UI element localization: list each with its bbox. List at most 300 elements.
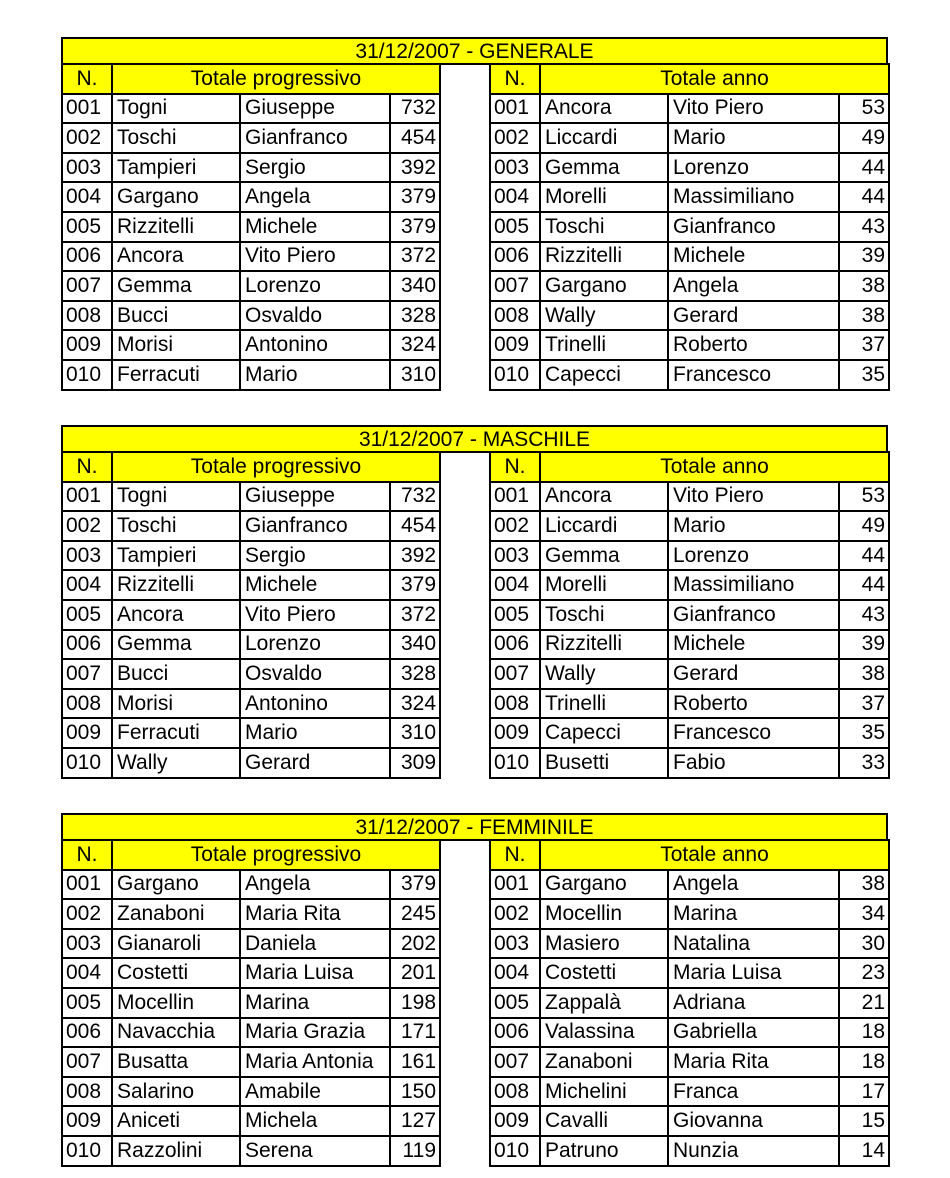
surname-cell: Aniceti (112, 1106, 240, 1136)
first-name-cell: Nunzia (668, 1136, 839, 1166)
header-label: Totale progressivo (112, 840, 440, 870)
first-name-cell: Marina (668, 899, 839, 929)
first-name-cell: Gerard (240, 748, 390, 778)
score-cell: 18 (839, 1047, 889, 1077)
first-name-cell: Vito Piero (240, 242, 390, 272)
table-header-row (62, 452, 440, 482)
first-name-cell: Michela (240, 1106, 390, 1136)
table-header-row (490, 452, 889, 482)
section-title: 31/12/2007 - MASCHILE (61, 425, 888, 453)
first-name-cell: Michele (668, 630, 839, 660)
surname-cell: Zanaboni (112, 899, 240, 929)
first-name-cell: Mario (668, 511, 839, 541)
rank-cell: 005 (62, 988, 112, 1018)
header-label: Totale anno (540, 64, 889, 94)
score-cell: 454 (390, 123, 440, 153)
score-cell: 35 (839, 360, 889, 390)
score-cell: 310 (390, 360, 440, 390)
score-cell: 245 (390, 899, 440, 929)
rank-cell: 009 (62, 330, 112, 360)
table-row (490, 301, 889, 331)
first-name-cell: Mario (240, 718, 390, 748)
table-row (490, 123, 889, 153)
table-row (62, 748, 440, 778)
surname-cell: Tampieri (112, 541, 240, 571)
surname-cell: Gianaroli (112, 929, 240, 959)
score-cell: 49 (839, 123, 889, 153)
surname-cell: Busatta (112, 1047, 240, 1077)
rank-cell: 009 (62, 1106, 112, 1136)
table-row (62, 212, 440, 242)
score-cell: 37 (839, 689, 889, 719)
table-row (62, 1047, 440, 1077)
table-row (62, 301, 440, 331)
surname-cell: Ancora (112, 242, 240, 272)
rank-cell: 009 (490, 718, 540, 748)
first-name-cell: Marina (240, 988, 390, 1018)
surname-cell: Ferracuti (112, 360, 240, 390)
table-row (490, 1047, 889, 1077)
rank-cell: 002 (62, 123, 112, 153)
score-cell: 392 (390, 541, 440, 571)
header-n: N. (62, 452, 112, 482)
surname-cell: Trinelli (540, 689, 668, 719)
score-cell: 379 (390, 870, 440, 900)
rank-cell: 005 (490, 600, 540, 630)
rank-cell: 002 (62, 899, 112, 929)
score-cell: 14 (839, 1136, 889, 1166)
surname-cell: Trinelli (540, 330, 668, 360)
first-name-cell: Angela (240, 870, 390, 900)
score-cell: 33 (839, 748, 889, 778)
rank-cell: 005 (490, 212, 540, 242)
score-cell: 732 (390, 94, 440, 124)
first-name-cell: Gabriella (668, 1018, 839, 1048)
surname-cell: Salarino (112, 1077, 240, 1107)
surname-cell: Liccardi (540, 511, 668, 541)
table-row (490, 718, 889, 748)
first-name-cell: Giovanna (668, 1106, 839, 1136)
score-cell: 732 (390, 482, 440, 512)
score-cell: 44 (839, 570, 889, 600)
first-name-cell: Massimiliano (668, 182, 839, 212)
first-name-cell: Antonino (240, 330, 390, 360)
surname-cell: Gargano (540, 271, 668, 301)
table-row (490, 330, 889, 360)
surname-cell: Gemma (540, 153, 668, 183)
score-cell: 161 (390, 1047, 440, 1077)
table-row (490, 630, 889, 660)
first-name-cell: Lorenzo (240, 630, 390, 660)
table-row (490, 242, 889, 272)
first-name-cell: Lorenzo (240, 271, 390, 301)
surname-cell: Wally (112, 748, 240, 778)
rank-cell: 007 (62, 1047, 112, 1077)
header-label: Totale anno (540, 840, 889, 870)
header-n: N. (490, 452, 540, 482)
table-row (62, 718, 440, 748)
score-cell: 15 (839, 1106, 889, 1136)
surname-cell: Patruno (540, 1136, 668, 1166)
rank-cell: 007 (490, 271, 540, 301)
table-row (62, 659, 440, 689)
table-row (490, 511, 889, 541)
score-cell: 328 (390, 301, 440, 331)
table-row (62, 1018, 440, 1048)
surname-cell: Ferracuti (112, 718, 240, 748)
surname-cell: Michelini (540, 1077, 668, 1107)
score-cell: 18 (839, 1018, 889, 1048)
surname-cell: Wally (540, 659, 668, 689)
rank-cell: 001 (62, 94, 112, 124)
surname-cell: Morelli (540, 182, 668, 212)
table-row (62, 330, 440, 360)
score-cell: 38 (839, 870, 889, 900)
table-row (490, 1106, 889, 1136)
score-cell: 379 (390, 570, 440, 600)
rank-cell: 006 (490, 242, 540, 272)
rank-cell: 003 (62, 153, 112, 183)
surname-cell: Togni (112, 482, 240, 512)
score-cell: 309 (390, 748, 440, 778)
table-row (62, 988, 440, 1018)
score-cell: 44 (839, 153, 889, 183)
table-row (490, 153, 889, 183)
first-name-cell: Maria Grazia (240, 1018, 390, 1048)
table-row (62, 182, 440, 212)
table-totale-anno (489, 451, 890, 779)
score-cell: 44 (839, 541, 889, 571)
rank-cell: 004 (62, 182, 112, 212)
table-row (62, 570, 440, 600)
rank-cell: 003 (490, 929, 540, 959)
surname-cell: Costetti (540, 958, 668, 988)
score-cell: 53 (839, 94, 889, 124)
surname-cell: Morisi (112, 330, 240, 360)
rank-cell: 004 (62, 570, 112, 600)
first-name-cell: Maria Rita (240, 899, 390, 929)
table-row (490, 570, 889, 600)
surname-cell: Razzolini (112, 1136, 240, 1166)
table-row (490, 182, 889, 212)
table-row (490, 360, 889, 390)
table-row (62, 1136, 440, 1166)
table-row (62, 482, 440, 512)
surname-cell: Bucci (112, 659, 240, 689)
table-row (490, 899, 889, 929)
first-name-cell: Fabio (668, 748, 839, 778)
surname-cell: Busetti (540, 748, 668, 778)
score-cell: 38 (839, 301, 889, 331)
table-row (62, 929, 440, 959)
surname-cell: Toschi (112, 123, 240, 153)
surname-cell: Zanaboni (540, 1047, 668, 1077)
rank-cell: 006 (62, 630, 112, 660)
surname-cell: Gargano (540, 870, 668, 900)
table-row (490, 94, 889, 124)
first-name-cell: Maria Luisa (240, 958, 390, 988)
score-cell: 38 (839, 271, 889, 301)
header-n: N. (62, 64, 112, 94)
score-cell: 23 (839, 958, 889, 988)
score-cell: 38 (839, 659, 889, 689)
table-row (490, 958, 889, 988)
header-label: Totale progressivo (112, 452, 440, 482)
table-row (62, 242, 440, 272)
first-name-cell: Adriana (668, 988, 839, 1018)
table-totale-progressivo (61, 451, 441, 779)
first-name-cell: Gianfranco (668, 600, 839, 630)
table-row (62, 630, 440, 660)
table-row (490, 1077, 889, 1107)
table-header-row (490, 64, 889, 94)
rank-cell: 002 (62, 511, 112, 541)
table-row (490, 482, 889, 512)
score-cell: 53 (839, 482, 889, 512)
surname-cell: Wally (540, 301, 668, 331)
score-cell: 454 (390, 511, 440, 541)
rank-cell: 001 (62, 870, 112, 900)
surname-cell: Togni (112, 94, 240, 124)
section-title: 31/12/2007 - FEMMINILE (61, 813, 888, 841)
surname-cell: Zappalà (540, 988, 668, 1018)
surname-cell: Cavalli (540, 1106, 668, 1136)
table-row (62, 541, 440, 571)
surname-cell: Toschi (540, 212, 668, 242)
first-name-cell: Vito Piero (668, 482, 839, 512)
rank-cell: 008 (62, 689, 112, 719)
rank-cell: 008 (62, 301, 112, 331)
table-totale-progressivo (61, 63, 441, 391)
rank-cell: 003 (62, 541, 112, 571)
rank-cell: 007 (62, 659, 112, 689)
first-name-cell: Francesco (668, 718, 839, 748)
score-cell: 43 (839, 212, 889, 242)
first-name-cell: Lorenzo (668, 541, 839, 571)
surname-cell: Gargano (112, 870, 240, 900)
first-name-cell: Lorenzo (668, 153, 839, 183)
table-row (490, 1136, 889, 1166)
first-name-cell: Giuseppe (240, 482, 390, 512)
first-name-cell: Angela (668, 271, 839, 301)
first-name-cell: Mario (240, 360, 390, 390)
first-name-cell: Francesco (668, 360, 839, 390)
table-row (62, 123, 440, 153)
rank-cell: 007 (62, 271, 112, 301)
surname-cell: Mocellin (540, 899, 668, 929)
first-name-cell: Angela (668, 870, 839, 900)
score-cell: 328 (390, 659, 440, 689)
table-header-row (62, 64, 440, 94)
table-row (490, 870, 889, 900)
rank-cell: 001 (62, 482, 112, 512)
score-cell: 171 (390, 1018, 440, 1048)
first-name-cell: Daniela (240, 929, 390, 959)
score-cell: 340 (390, 630, 440, 660)
rank-cell: 009 (490, 330, 540, 360)
rank-cell: 010 (490, 748, 540, 778)
first-name-cell: Angela (240, 182, 390, 212)
surname-cell: Rizzitelli (112, 212, 240, 242)
table-row (62, 94, 440, 124)
surname-cell: Masiero (540, 929, 668, 959)
header-label: Totale progressivo (112, 64, 440, 94)
surname-cell: Ancora (540, 482, 668, 512)
score-cell: 37 (839, 330, 889, 360)
surname-cell: Ancora (112, 600, 240, 630)
first-name-cell: Michele (240, 570, 390, 600)
surname-cell: Capecci (540, 718, 668, 748)
rank-cell: 003 (490, 153, 540, 183)
rank-cell: 001 (490, 870, 540, 900)
rank-cell: 006 (490, 630, 540, 660)
score-cell: 17 (839, 1077, 889, 1107)
rank-cell: 009 (490, 1106, 540, 1136)
header-n: N. (62, 840, 112, 870)
surname-cell: Navacchia (112, 1018, 240, 1048)
score-cell: 150 (390, 1077, 440, 1107)
score-cell: 49 (839, 511, 889, 541)
score-cell: 202 (390, 929, 440, 959)
first-name-cell: Franca (668, 1077, 839, 1107)
table-row (62, 689, 440, 719)
score-cell: 21 (839, 988, 889, 1018)
table-row (490, 271, 889, 301)
first-name-cell: Vito Piero (668, 94, 839, 124)
first-name-cell: Gerard (668, 659, 839, 689)
table-row (490, 748, 889, 778)
score-cell: 44 (839, 182, 889, 212)
first-name-cell: Gianfranco (240, 511, 390, 541)
surname-cell: Liccardi (540, 123, 668, 153)
first-name-cell: Michele (668, 242, 839, 272)
rank-cell: 010 (62, 1136, 112, 1166)
first-name-cell: Giuseppe (240, 94, 390, 124)
score-cell: 34 (839, 899, 889, 929)
table-row (62, 271, 440, 301)
score-cell: 39 (839, 242, 889, 272)
score-cell: 372 (390, 242, 440, 272)
first-name-cell: Gerard (668, 301, 839, 331)
surname-cell: Mocellin (112, 988, 240, 1018)
score-cell: 340 (390, 271, 440, 301)
surname-cell: Bucci (112, 301, 240, 331)
surname-cell: Gemma (112, 630, 240, 660)
first-name-cell: Gianfranco (240, 123, 390, 153)
first-name-cell: Roberto (668, 330, 839, 360)
rank-cell: 006 (490, 1018, 540, 1048)
rank-cell: 006 (62, 1018, 112, 1048)
rank-cell: 004 (62, 958, 112, 988)
first-name-cell: Antonino (240, 689, 390, 719)
surname-cell: Gemma (540, 541, 668, 571)
surname-cell: Toschi (540, 600, 668, 630)
table-row (490, 541, 889, 571)
table-row (490, 929, 889, 959)
first-name-cell: Sergio (240, 153, 390, 183)
table-totale-anno (489, 839, 890, 1167)
first-name-cell: Maria Luisa (668, 958, 839, 988)
rank-cell: 008 (490, 1077, 540, 1107)
rank-cell: 005 (62, 212, 112, 242)
score-cell: 127 (390, 1106, 440, 1136)
rank-cell: 004 (490, 958, 540, 988)
table-row (490, 212, 889, 242)
first-name-cell: Roberto (668, 689, 839, 719)
surname-cell: Rizzitelli (540, 242, 668, 272)
first-name-cell: Serena (240, 1136, 390, 1166)
table-header-row (62, 840, 440, 870)
table-totale-anno (489, 63, 890, 391)
rank-cell: 007 (490, 659, 540, 689)
rank-cell: 005 (62, 600, 112, 630)
first-name-cell: Mario (668, 123, 839, 153)
rank-cell: 007 (490, 1047, 540, 1077)
score-cell: 43 (839, 600, 889, 630)
score-cell: 201 (390, 958, 440, 988)
score-cell: 324 (390, 330, 440, 360)
table-row (62, 870, 440, 900)
first-name-cell: Natalina (668, 929, 839, 959)
header-label: Totale anno (540, 452, 889, 482)
table-row (490, 988, 889, 1018)
surname-cell: Morelli (540, 570, 668, 600)
score-cell: 39 (839, 630, 889, 660)
first-name-cell: Massimiliano (668, 570, 839, 600)
rank-cell: 004 (490, 570, 540, 600)
header-n: N. (490, 64, 540, 94)
first-name-cell: Maria Antonia (240, 1047, 390, 1077)
surname-cell: Valassina (540, 1018, 668, 1048)
first-name-cell: Maria Rita (668, 1047, 839, 1077)
rank-cell: 002 (490, 899, 540, 929)
first-name-cell: Sergio (240, 541, 390, 571)
rank-cell: 009 (62, 718, 112, 748)
rank-cell: 001 (490, 482, 540, 512)
score-cell: 198 (390, 988, 440, 1018)
rank-cell: 008 (490, 301, 540, 331)
rank-cell: 010 (62, 748, 112, 778)
table-row (62, 511, 440, 541)
surname-cell: Rizzitelli (112, 570, 240, 600)
rank-cell: 002 (490, 123, 540, 153)
rank-cell: 008 (62, 1077, 112, 1107)
score-cell: 119 (390, 1136, 440, 1166)
rank-cell: 005 (490, 988, 540, 1018)
surname-cell: Morisi (112, 689, 240, 719)
rank-cell: 002 (490, 511, 540, 541)
surname-cell: Gemma (112, 271, 240, 301)
rank-cell: 003 (490, 541, 540, 571)
table-row (62, 1106, 440, 1136)
table-row (62, 1077, 440, 1107)
score-cell: 324 (390, 689, 440, 719)
surname-cell: Capecci (540, 360, 668, 390)
table-row (62, 899, 440, 929)
first-name-cell: Vito Piero (240, 600, 390, 630)
first-name-cell: Gianfranco (668, 212, 839, 242)
first-name-cell: Osvaldo (240, 659, 390, 689)
first-name-cell: Amabile (240, 1077, 390, 1107)
score-cell: 379 (390, 212, 440, 242)
section-title: 31/12/2007 - GENERALE (61, 37, 888, 65)
rank-cell: 003 (62, 929, 112, 959)
table-row (62, 600, 440, 630)
score-cell: 30 (839, 929, 889, 959)
rank-cell: 006 (62, 242, 112, 272)
table-row (490, 689, 889, 719)
table-row (62, 958, 440, 988)
